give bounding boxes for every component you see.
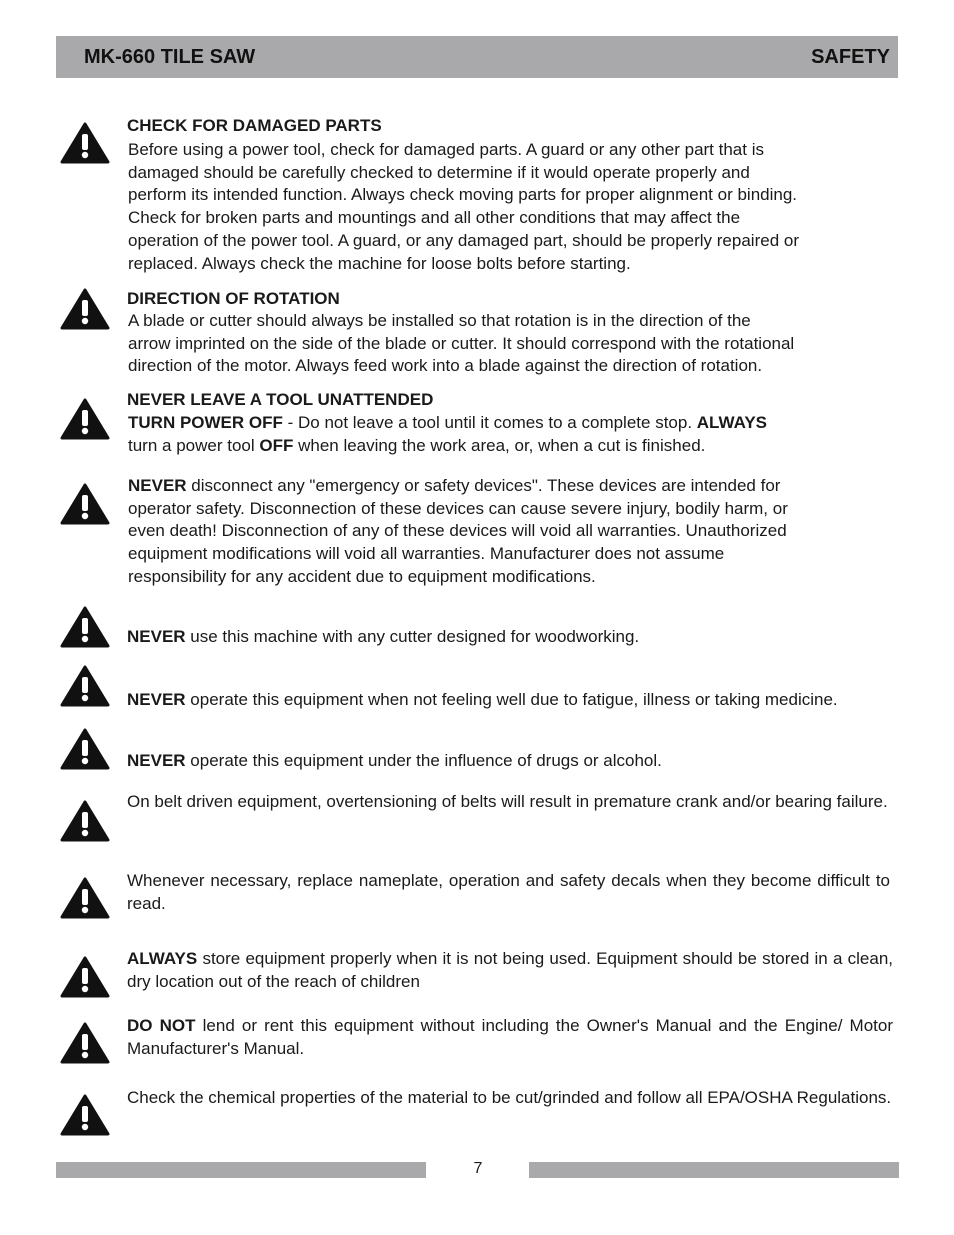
text-run: - Do not leave a tool until it comes to a complete stop. [282,413,697,432]
section-heading-rotation: DIRECTION OF ROTATION [127,289,340,308]
text-line [128,435,898,458]
warning-icon [60,398,110,440]
warning-icon [60,665,110,707]
emphasis: NEVER [128,476,187,495]
rotation-text [128,310,898,378]
warning-icon [60,800,110,842]
text-line [128,475,898,498]
disconnect-text [128,475,898,589]
emphasis: ALWAYS [127,949,198,968]
text-line: responsibility for any accident due to equipment modifications. [128,566,596,586]
text-line: equipment modifications will void all warranties. Manufacturer does not assume [128,544,725,564]
text-run: operate this equipment when not feeling well due to fatigue, illness or taking medicine. [185,690,838,709]
emphasis: DO NOT [127,1016,196,1035]
decals-warning [127,870,890,915]
emphasis: TURN POWER OFF [128,413,283,432]
warning-icon [60,956,110,998]
text-line: A blade or cutter should always be installed so that rotation is in the direction of the [128,311,751,330]
warning-icon [60,1022,110,1064]
warning-icon [60,606,110,648]
warning-icon [60,728,110,770]
manual-title: MK-660 TILE SAW [84,45,256,68]
warning-icon [60,288,110,330]
section-heading-unattended: NEVER LEAVE A TOOL UNATTENDED [127,390,434,409]
warning-icon [60,877,110,919]
text-run: On belt driven equipment, overtensioning of belts will result in premature crank and/or bearing failure. [127,792,888,811]
text-line: Check for broken parts and mountings and all other conditions that may affect the [128,208,741,228]
text-run: when leaving the work area, or, when a cut is finished. [293,435,706,455]
text-run: disconnect any "emergency or safety devices". These devices are intended for [186,476,781,495]
text-line: perform its intended function. Always check moving parts for proper alignment or binding. [128,185,798,205]
text-line: even death! Disconnection of any of these devices will void all warranties. Unauthorized [128,521,787,541]
text-line: arrow imprinted on the side of the blade or cutter. It should correspond with the rotational [128,333,795,353]
section-heading-damaged-parts: CHECK FOR DAMAGED PARTS [127,116,382,135]
woodworking-warning [127,626,897,649]
text-run: operate this equipment under the influence of drugs or alcohol. [185,751,662,770]
text-line: Before using a power tool, check for damaged parts. A guard or any other part that is [128,140,764,159]
text-line: replaced. Always check the machine for loose bolts before starting. [128,253,631,273]
emphasis: OFF [259,435,294,455]
warning-icon [60,483,110,525]
footer-bar-left [56,1162,426,1178]
warning-icon [60,122,110,164]
damaged-parts-text [128,139,898,275]
emphasis: NEVER [127,751,186,770]
text-run: turn a power tool [128,435,260,455]
text-run: lend or rent this equipment without including the Owner's Manual and the Engine/ Motor Manufacturer's Manual. [127,1016,893,1058]
text-run: Check the chemical properties of the material to be cut/grinded and follow all EPA/OSHA Regulations. [127,1088,892,1107]
text-run: Whenever necessary, replace nameplate, operation and safety decals when they become difficult to read. [127,871,890,913]
footer-bar-right [529,1162,899,1178]
text-line: operator safety. Disconnection of these devices can cause severe injury, bodily harm, or [128,498,788,518]
fatigue-warning [127,689,927,712]
emphasis: NEVER [127,627,186,646]
text-line: operation of the power tool. A guard, or any damaged part, should be properly repaired or [128,230,799,250]
section-title: SAFETY [811,45,890,68]
text-line [128,412,898,435]
lend-warning [127,1015,893,1060]
text-run: use this machine with any cutter designed for woodworking. [185,627,640,646]
belts-warning [127,791,897,814]
unattended-text [128,412,898,457]
emphasis: ALWAYS [696,413,768,432]
page-header [56,36,898,78]
chemical-warning [127,1087,893,1110]
drugs-warning [127,750,897,773]
warning-icon [60,1094,110,1136]
text-run: store equipment properly when it is not being used. Equipment should be stored in a clean, dry location out of the reach of children [127,949,893,991]
text-line: damaged should be carefully checked to determine if it would operate properly and [128,162,750,182]
emphasis: NEVER [127,690,186,709]
text-line: direction of the motor. Always feed work into a blade against the direction of rotation. [128,356,763,376]
storage-warning [127,948,893,993]
page-number: 7 [473,1160,483,1177]
